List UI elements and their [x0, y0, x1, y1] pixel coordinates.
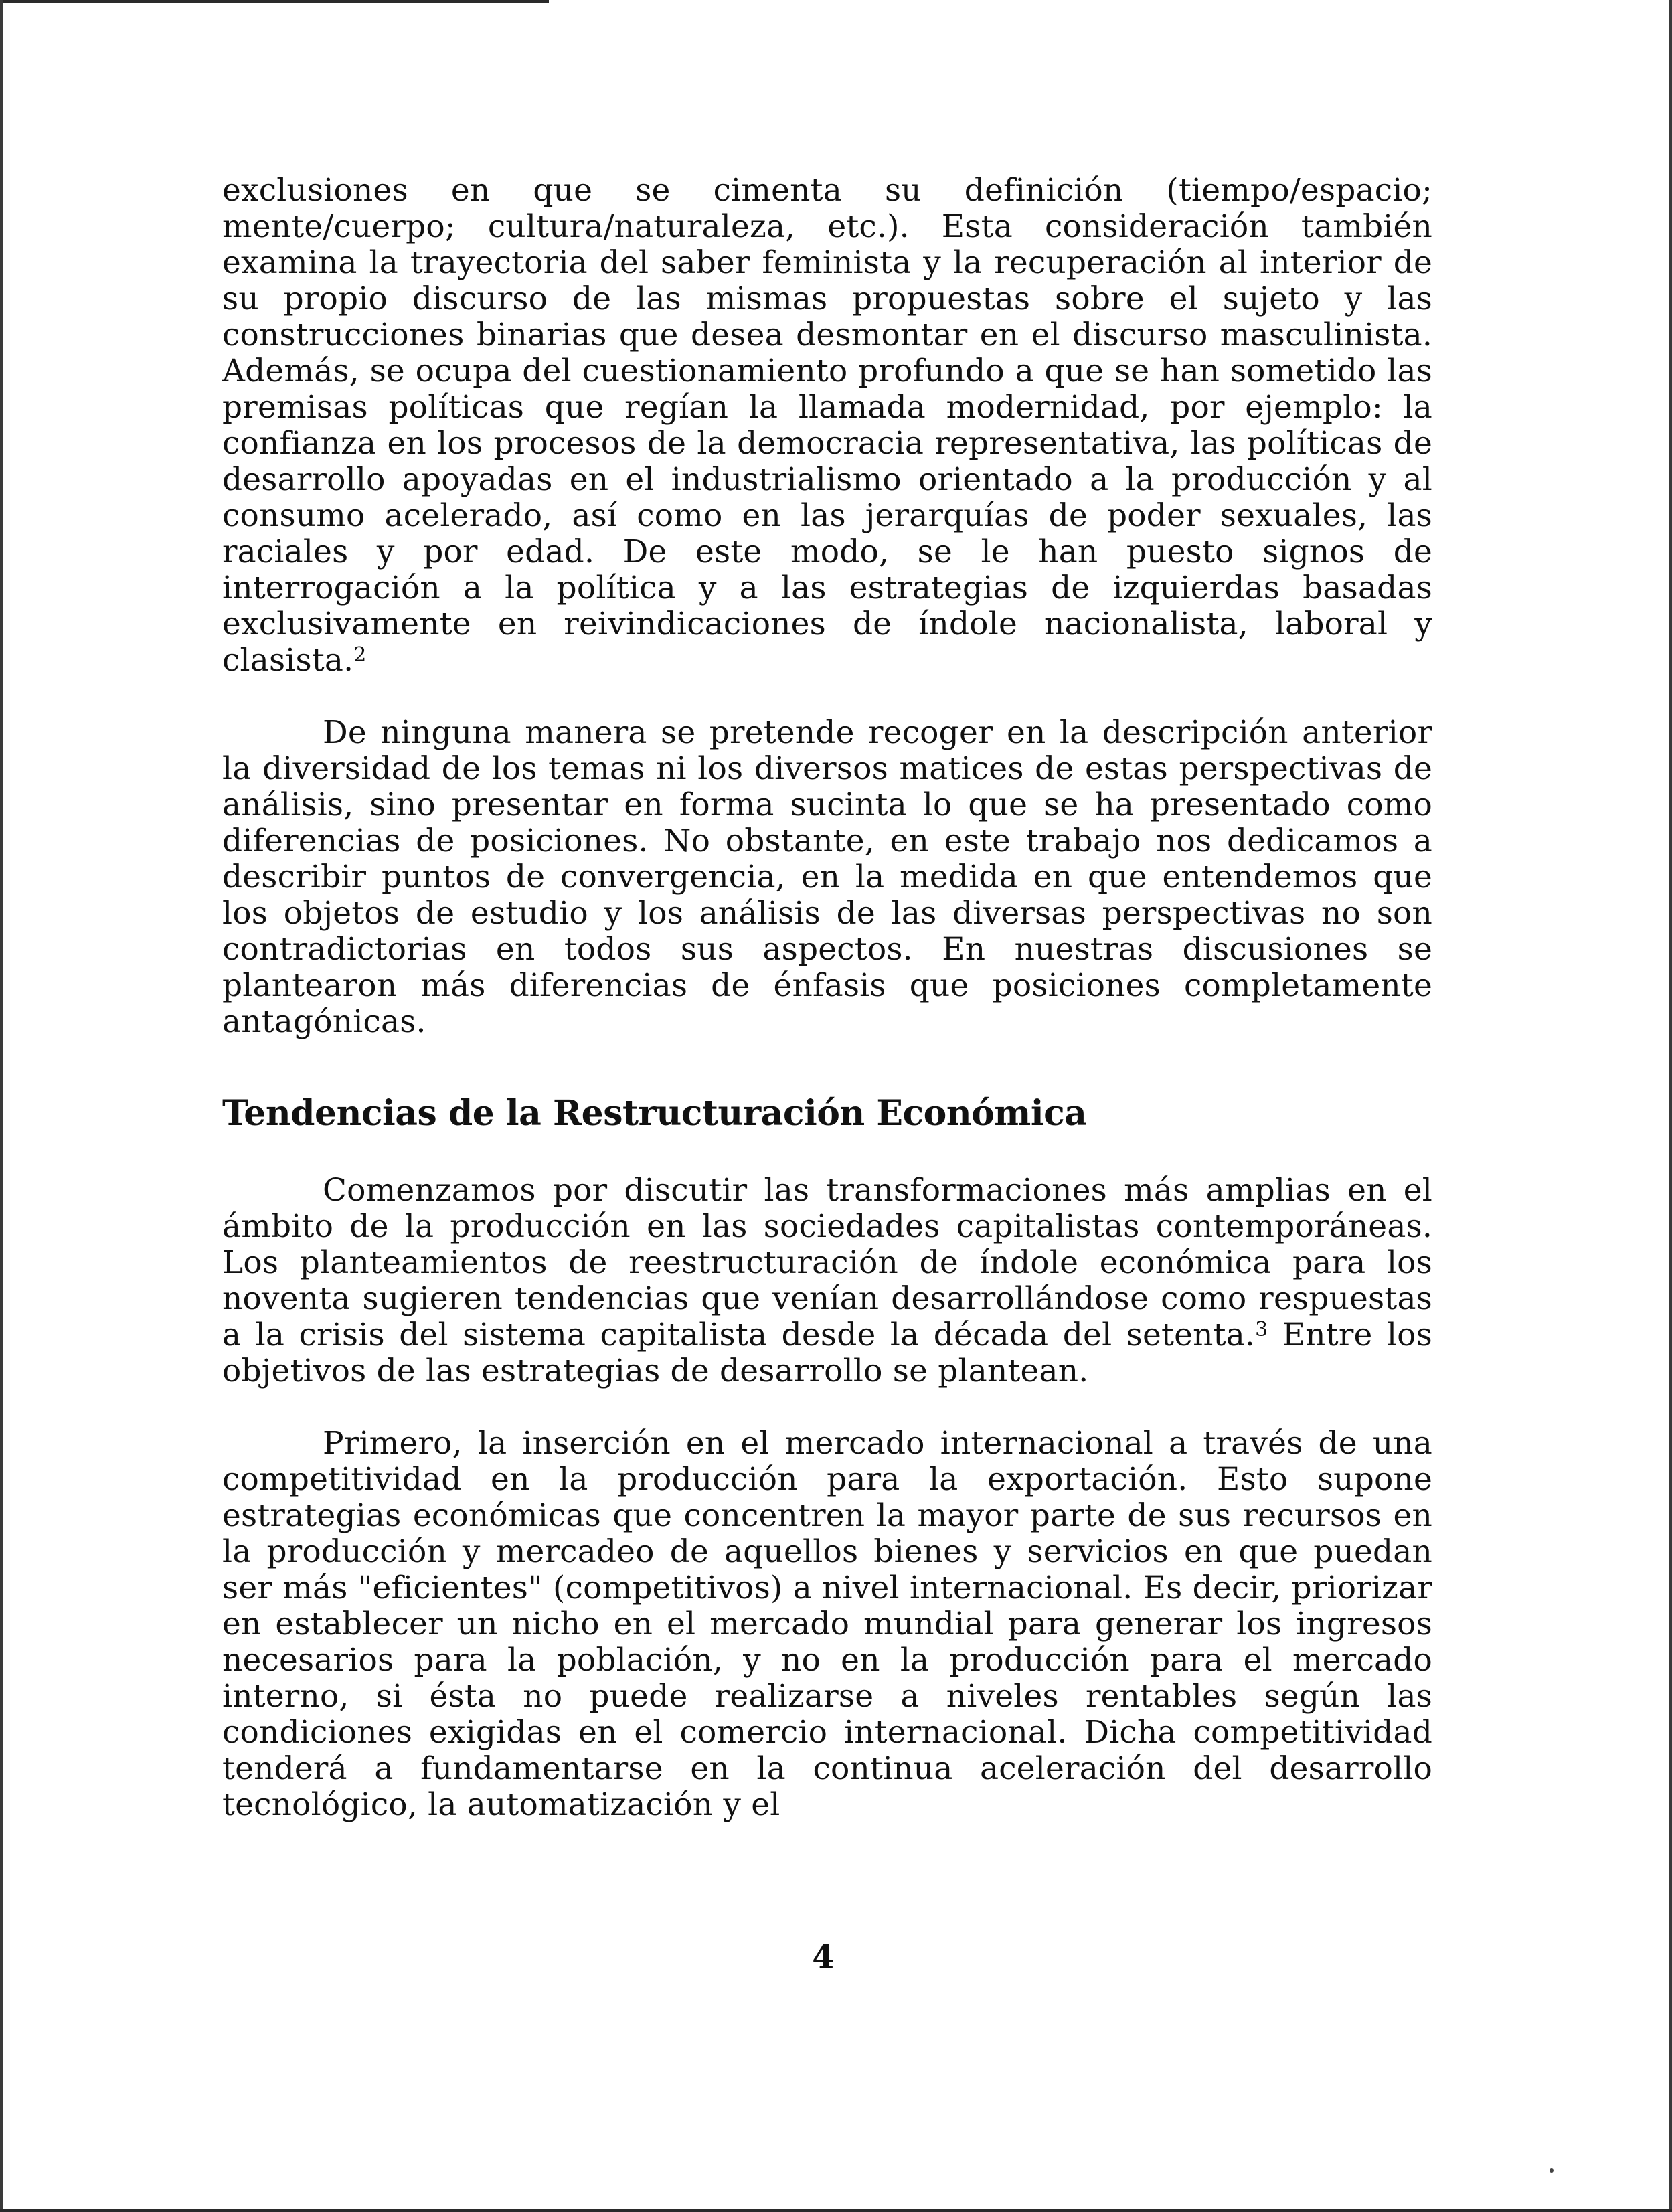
scan-speck [1550, 2168, 1554, 2173]
page-body [222, 173, 1432, 1823]
paragraph-1 [222, 173, 1432, 679]
footnote-ref-3: 3 [1255, 1318, 1268, 1341]
paragraph-2-text: De ninguna manera se pretende recoger en la descripción anterior la diversidad de los temas ni los diversos matices de estas perspectivas de análisis, sino presentar en forma sucinta lo que se ha presentado como diferencias de posiciones. No obstante, en este trabajo nos dedicamos a describir puntos de convergencia, en la medida en que entendemos que los objetos de estudio y los análisis de las diversas perspectivas no son contradictorias en todos sus aspectos. En nuestras discusiones se plantearon más diferencias de énfasis que posiciones completamente antagónicas. [222, 714, 1432, 1040]
paragraph-3 [222, 1173, 1432, 1389]
scan-border-bottom [0, 2209, 1672, 2212]
footnote-ref-2: 2 [353, 643, 367, 667]
paragraph-3-text-before: Comenzamos por discutir las transformaciones más amplias en el ámbito de la producción en las sociedades capitalistas contemporáneas. Los planteamientos de reestructuración de índole económica para los noventa sugieren tendencias que venían desarrollándose como respuestas a la crisis del sistema capitalista desde la década del setenta. [222, 1172, 1432, 1353]
scan-border-right [1669, 0, 1672, 2212]
section-heading: Tendencias de la Restructuración Económica [222, 1093, 1087, 1134]
paragraph-gap [222, 679, 1432, 715]
page-number: 4 [812, 1938, 835, 1976]
paragraph-2 [222, 715, 1432, 1040]
paragraph-gap [222, 1040, 1432, 1076]
scan-border-top [0, 0, 549, 3]
paragraph-gap [222, 1389, 1432, 1426]
paragraph-3-text-after: Entre los objetivos de las estrategias de desarrollo se plantean. [222, 1316, 1432, 1389]
scan-border-left [0, 0, 3, 2212]
paragraph-4 [222, 1426, 1432, 1823]
paragraph-1-text: exclusiones en que se cimenta su definición (tiempo/espacio; mente/cuerpo; cultura/naturaleza, etc.). Esta consideración también examina la trayectoria del saber feminista y la recuperación al interior de su propio discurso de las mismas propuestas sobre el sujeto y las construcciones binarias que desea desmontar en el discurso masculinista. Además, se ocupa del cuestionamiento profundo a que se han sometido las premisas políticas que regían la llamada modernidad, por ejemplo: la confianza en los procesos de la democracia representativa, las políticas de desarrollo apoyadas en el industrialismo orientado a la producción y al consumo acelerado, así como en las jerarquías de poder sexuales, las raciales y por edad. De este modo, se le han puesto signos de interrogación a la política y a las estrategias de izquierdas basadas exclusivamente en reivindicaciones de índole nacionalista, laboral y clasista. [222, 172, 1432, 679]
paragraph-4-text: Primero, la inserción en el mercado internacional a través de una competitividad en la producción para la exportación. Esto supone estrategias económicas que concentren la mayor parte de sus recursos en la producción y mercadeo de aquellos bienes y servicios en que puedan ser más "eficientes" (competitivos) a nivel internacional. Es decir, priorizar en establecer un nicho en el mercado mundial para generar los ingresos necesarios para la población, y no en la producción para el mercado interno, si ésta no puede realizarse a niveles rentables según las condiciones exigidas en el comercio internacional. Dicha competitividad tenderá a fundamentarse en la continua aceleración del desarrollo tecnológico, la automatización y el [222, 1425, 1432, 1823]
